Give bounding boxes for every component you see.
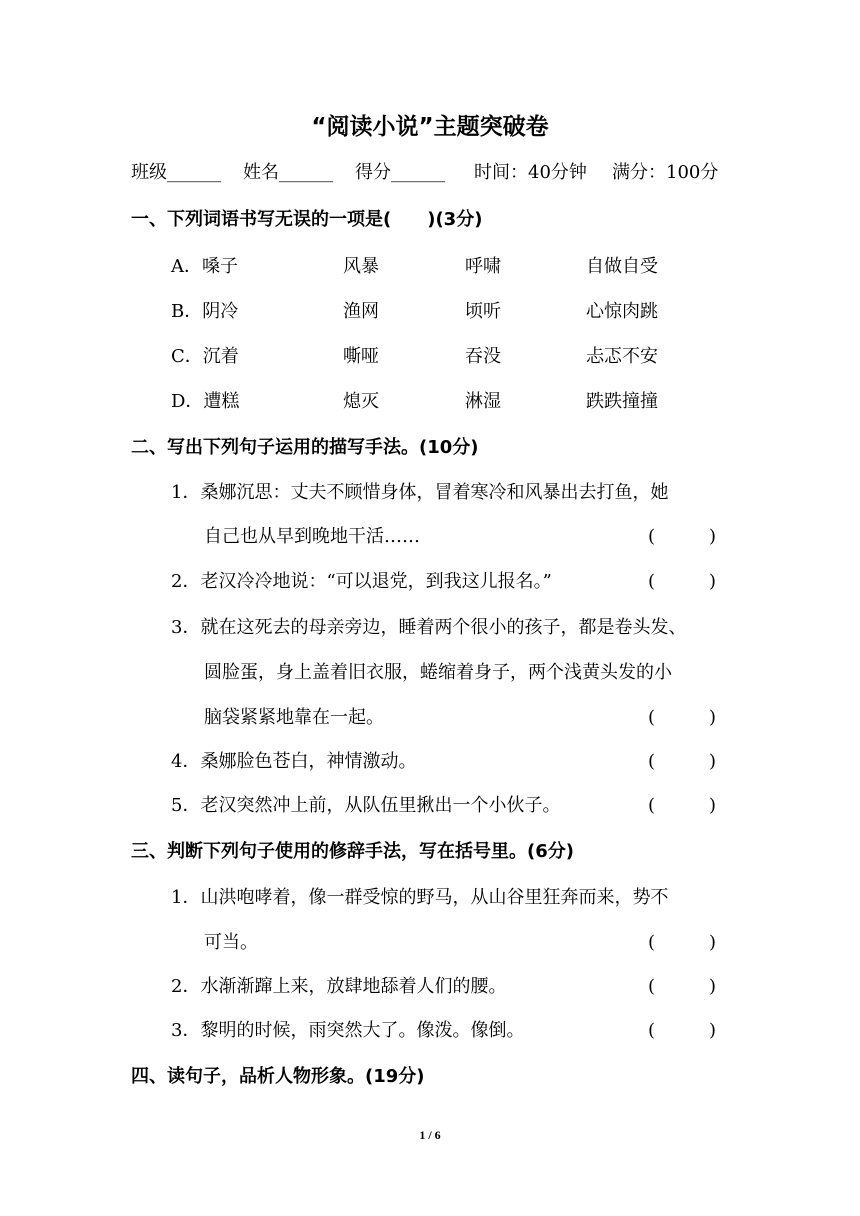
s2-question-3: 3．就在这死去的母亲旁边，睡着两个很小的孩子，都是卷头发、 xyxy=(171,617,687,638)
page-number: 1 / 6 xyxy=(419,1128,441,1142)
s2-question-3-cont: 脑袋紧紧地靠在一起。 xyxy=(204,707,384,728)
answer-parentheses[interactable]: ( ) xyxy=(648,751,717,772)
option-c-label: C．沉着 xyxy=(171,346,239,367)
option-a-word: 风暴 xyxy=(343,256,379,277)
section-4-heading: 四、读句子，品析人物形象。(19分) xyxy=(131,1066,425,1087)
time-info: 时间：40分钟 xyxy=(474,162,587,183)
answer-parentheses[interactable]: ( ) xyxy=(648,1020,717,1041)
option-b-label: B．阴冷 xyxy=(171,301,239,322)
section-3-heading: 三、判断下列句子使用的修辞手法，写在括号里。(6分) xyxy=(131,841,574,862)
section-2-heading: 二、写出下列句子运用的描写手法。(10分) xyxy=(131,437,479,458)
score-field: 得分______ xyxy=(355,162,445,183)
option-c-word: 吞没 xyxy=(465,346,501,367)
option-a-word: 呼啸 xyxy=(465,256,501,277)
s3-question-2: 2．水渐渐蹿上来，放肆地舔着人们的腰。 xyxy=(171,976,507,997)
s2-question-1: 1．桑娜沉思：丈夫不顾惜身体，冒着寒冷和风暴出去打鱼，她 xyxy=(171,482,669,503)
option-b-word: 心惊肉跳 xyxy=(586,301,658,322)
page-title: “阅读小说”主题突破卷 xyxy=(311,114,549,140)
section-1-heading: 一、下列词语书写无误的一项是( )(3分) xyxy=(131,209,483,230)
answer-parentheses[interactable]: ( ) xyxy=(648,976,717,997)
answer-parentheses[interactable]: ( ) xyxy=(648,571,717,592)
answer-parentheses[interactable]: ( ) xyxy=(648,526,717,547)
answer-parentheses[interactable]: ( ) xyxy=(648,932,717,953)
option-d-word: 淋湿 xyxy=(465,391,501,412)
s2-question-2: 2．老汉冷冷地说：“可以退党，到我这儿报名。” xyxy=(171,571,552,592)
option-a-label: A．嗓子 xyxy=(171,256,238,277)
option-c-word: 忐忑不安 xyxy=(586,346,658,367)
answer-parentheses[interactable]: ( ) xyxy=(648,795,717,816)
class-field: 班级______ xyxy=(131,162,221,183)
name-field: 姓名______ xyxy=(243,162,333,183)
s2-question-3-cont: 圆脸蛋，身上盖着旧衣服，蜷缩着身子，两个浅黄头发的小 xyxy=(204,662,672,683)
s3-question-1-cont: 可当。 xyxy=(204,932,258,953)
s2-question-5: 5．老汉突然冲上前，从队伍里揪出一个小伙子。 xyxy=(171,795,561,816)
option-a-word: 自做自受 xyxy=(586,256,658,277)
option-b-word: 顷听 xyxy=(465,301,501,322)
s2-question-1-cont: 自己也从早到晚地干活…… xyxy=(204,526,420,547)
option-d-word: 跌跌撞撞 xyxy=(586,391,658,412)
option-d-label: D．遭糕 xyxy=(171,391,240,412)
option-c-word: 嘶哑 xyxy=(343,346,379,367)
answer-parentheses[interactable]: ( ) xyxy=(648,707,717,728)
option-b-word: 渔网 xyxy=(343,301,379,322)
option-d-word: 熄灭 xyxy=(343,391,379,412)
s3-question-1: 1．山洪咆哮着，像一群受惊的野马，从山谷里狂奔而来，势不 xyxy=(171,887,669,908)
s3-question-3: 3．黎明的时候，雨突然大了。像泼。像倒。 xyxy=(171,1020,525,1041)
s2-question-4: 4．桑娜脸色苍白，神情激动。 xyxy=(171,751,417,772)
full-score-info: 满分：100分 xyxy=(612,162,719,183)
